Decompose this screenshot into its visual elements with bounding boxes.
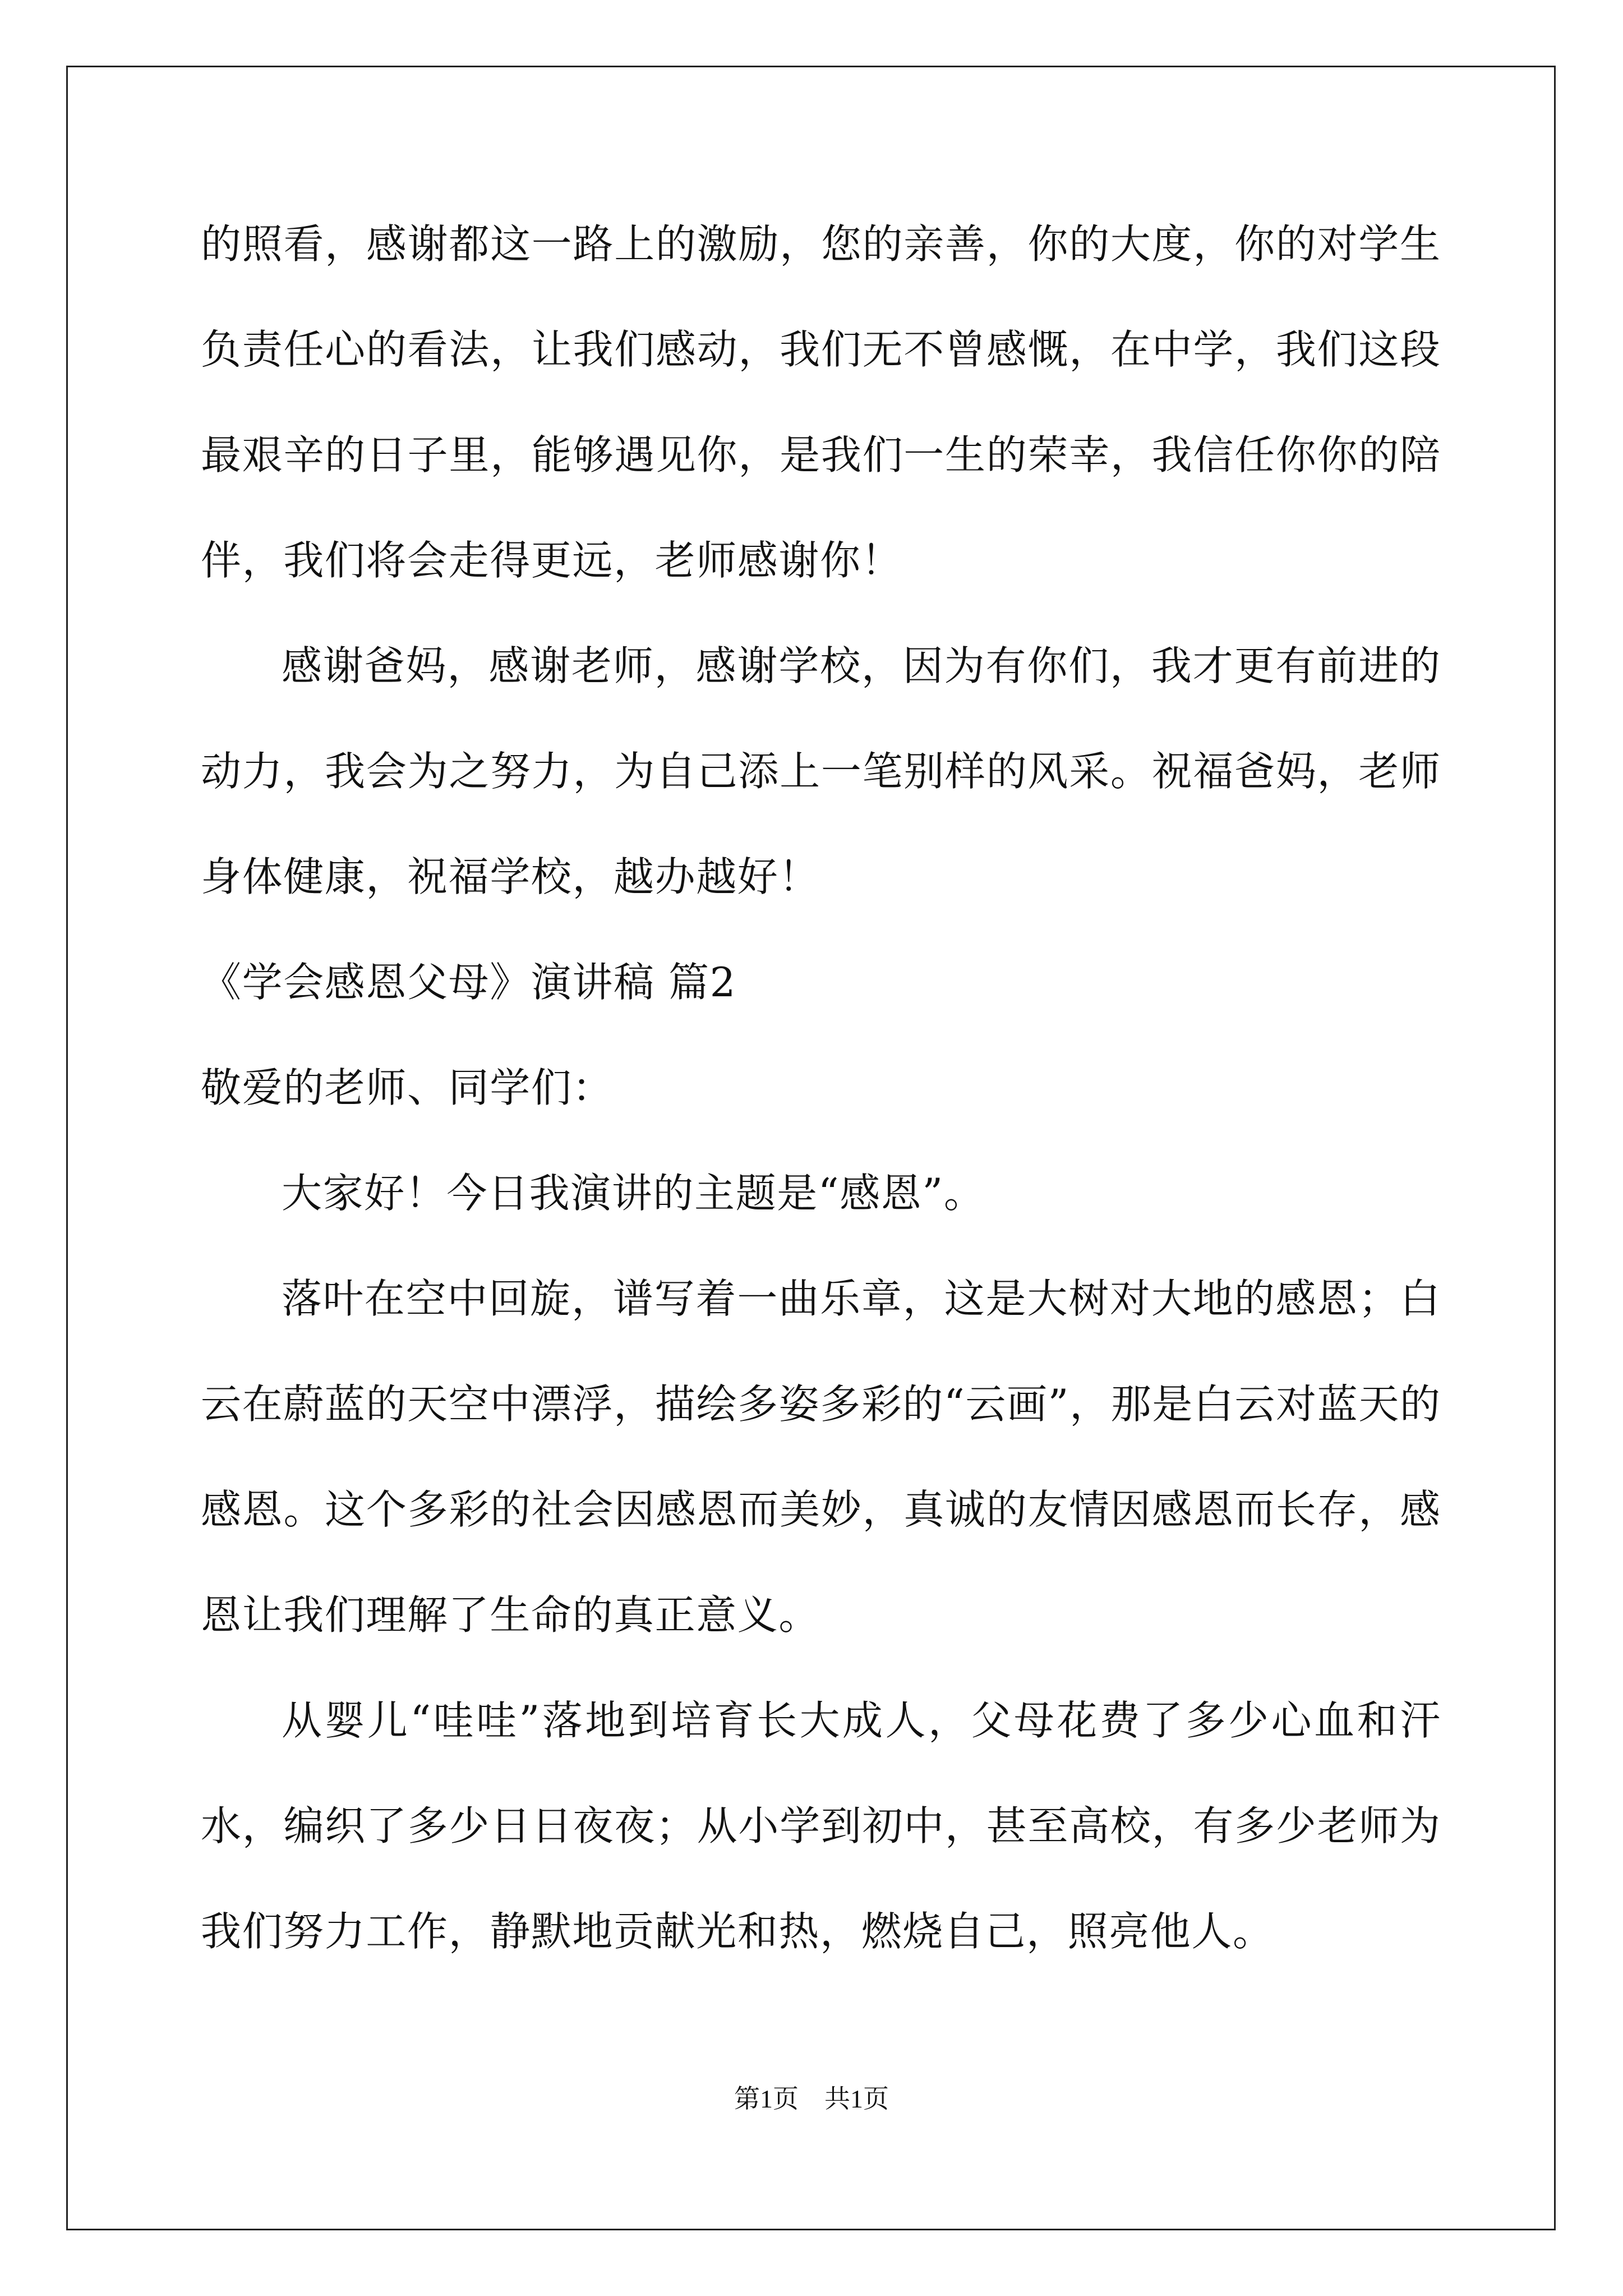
text-line: 最艰辛的日子里，能够遇见你，是我们一生的荣幸，我信任你你的陪	[201, 431, 1440, 478]
text-line: 感恩。这个多彩的社会因感恩而美妙，真诚的友情因感恩而长存，感	[201, 1486, 1440, 1533]
text-line: 身体健康，祝福学校，越办越好！	[201, 853, 820, 900]
text-line: 水，编织了多少日日夜夜；从小学到初中，甚至高校，有多少老师为	[201, 1802, 1440, 1849]
salutation: 敬爱的老师、同学们：	[201, 1064, 614, 1111]
text-line: 负责任心的看法，让我们感动，我们无不曾感慨，在中学，我们这段	[201, 326, 1440, 373]
text-line: 恩让我们理解了生命的真正意义。	[201, 1591, 820, 1639]
paragraph-first-line: 从婴儿“哇哇”落地到培育长大成人，父母花费了多少心血和汗	[282, 1697, 1440, 1744]
paragraph-first-line: 落叶在空中回旋，谱写着一曲乐章，这是大树对大地的感恩；白	[282, 1275, 1440, 1322]
text-line: 云在蔚蓝的天空中漂浮，描绘多姿多彩的“云画”，那是白云对蓝天的	[201, 1381, 1440, 1428]
text-line: 的照看，感谢都这一路上的激励，您的亲善，你的大度，你的对学生	[201, 220, 1440, 268]
paragraph-first-line: 感谢爸妈，感谢老师，感谢学校，因为有你们，我才更有前进的	[282, 642, 1440, 689]
page-number: 第1页 共1页	[734, 2085, 889, 2113]
greeting-line: 大家好！今日我演讲的主题是“感恩”。	[282, 1170, 985, 1217]
text-line: 伴，我们将会走得更远，老师感谢你！	[201, 537, 903, 584]
section-heading: 《学会感恩父母》演讲稿 篇2	[201, 959, 737, 1006]
text-line: 动力，我会为之努力，为自己添上一笔别样的风采。祝福爸妈，老师	[201, 748, 1440, 795]
text-line: 我们努力工作，静默地贡献光和热，燃烧自己，照亮他人。	[201, 1908, 1274, 1955]
